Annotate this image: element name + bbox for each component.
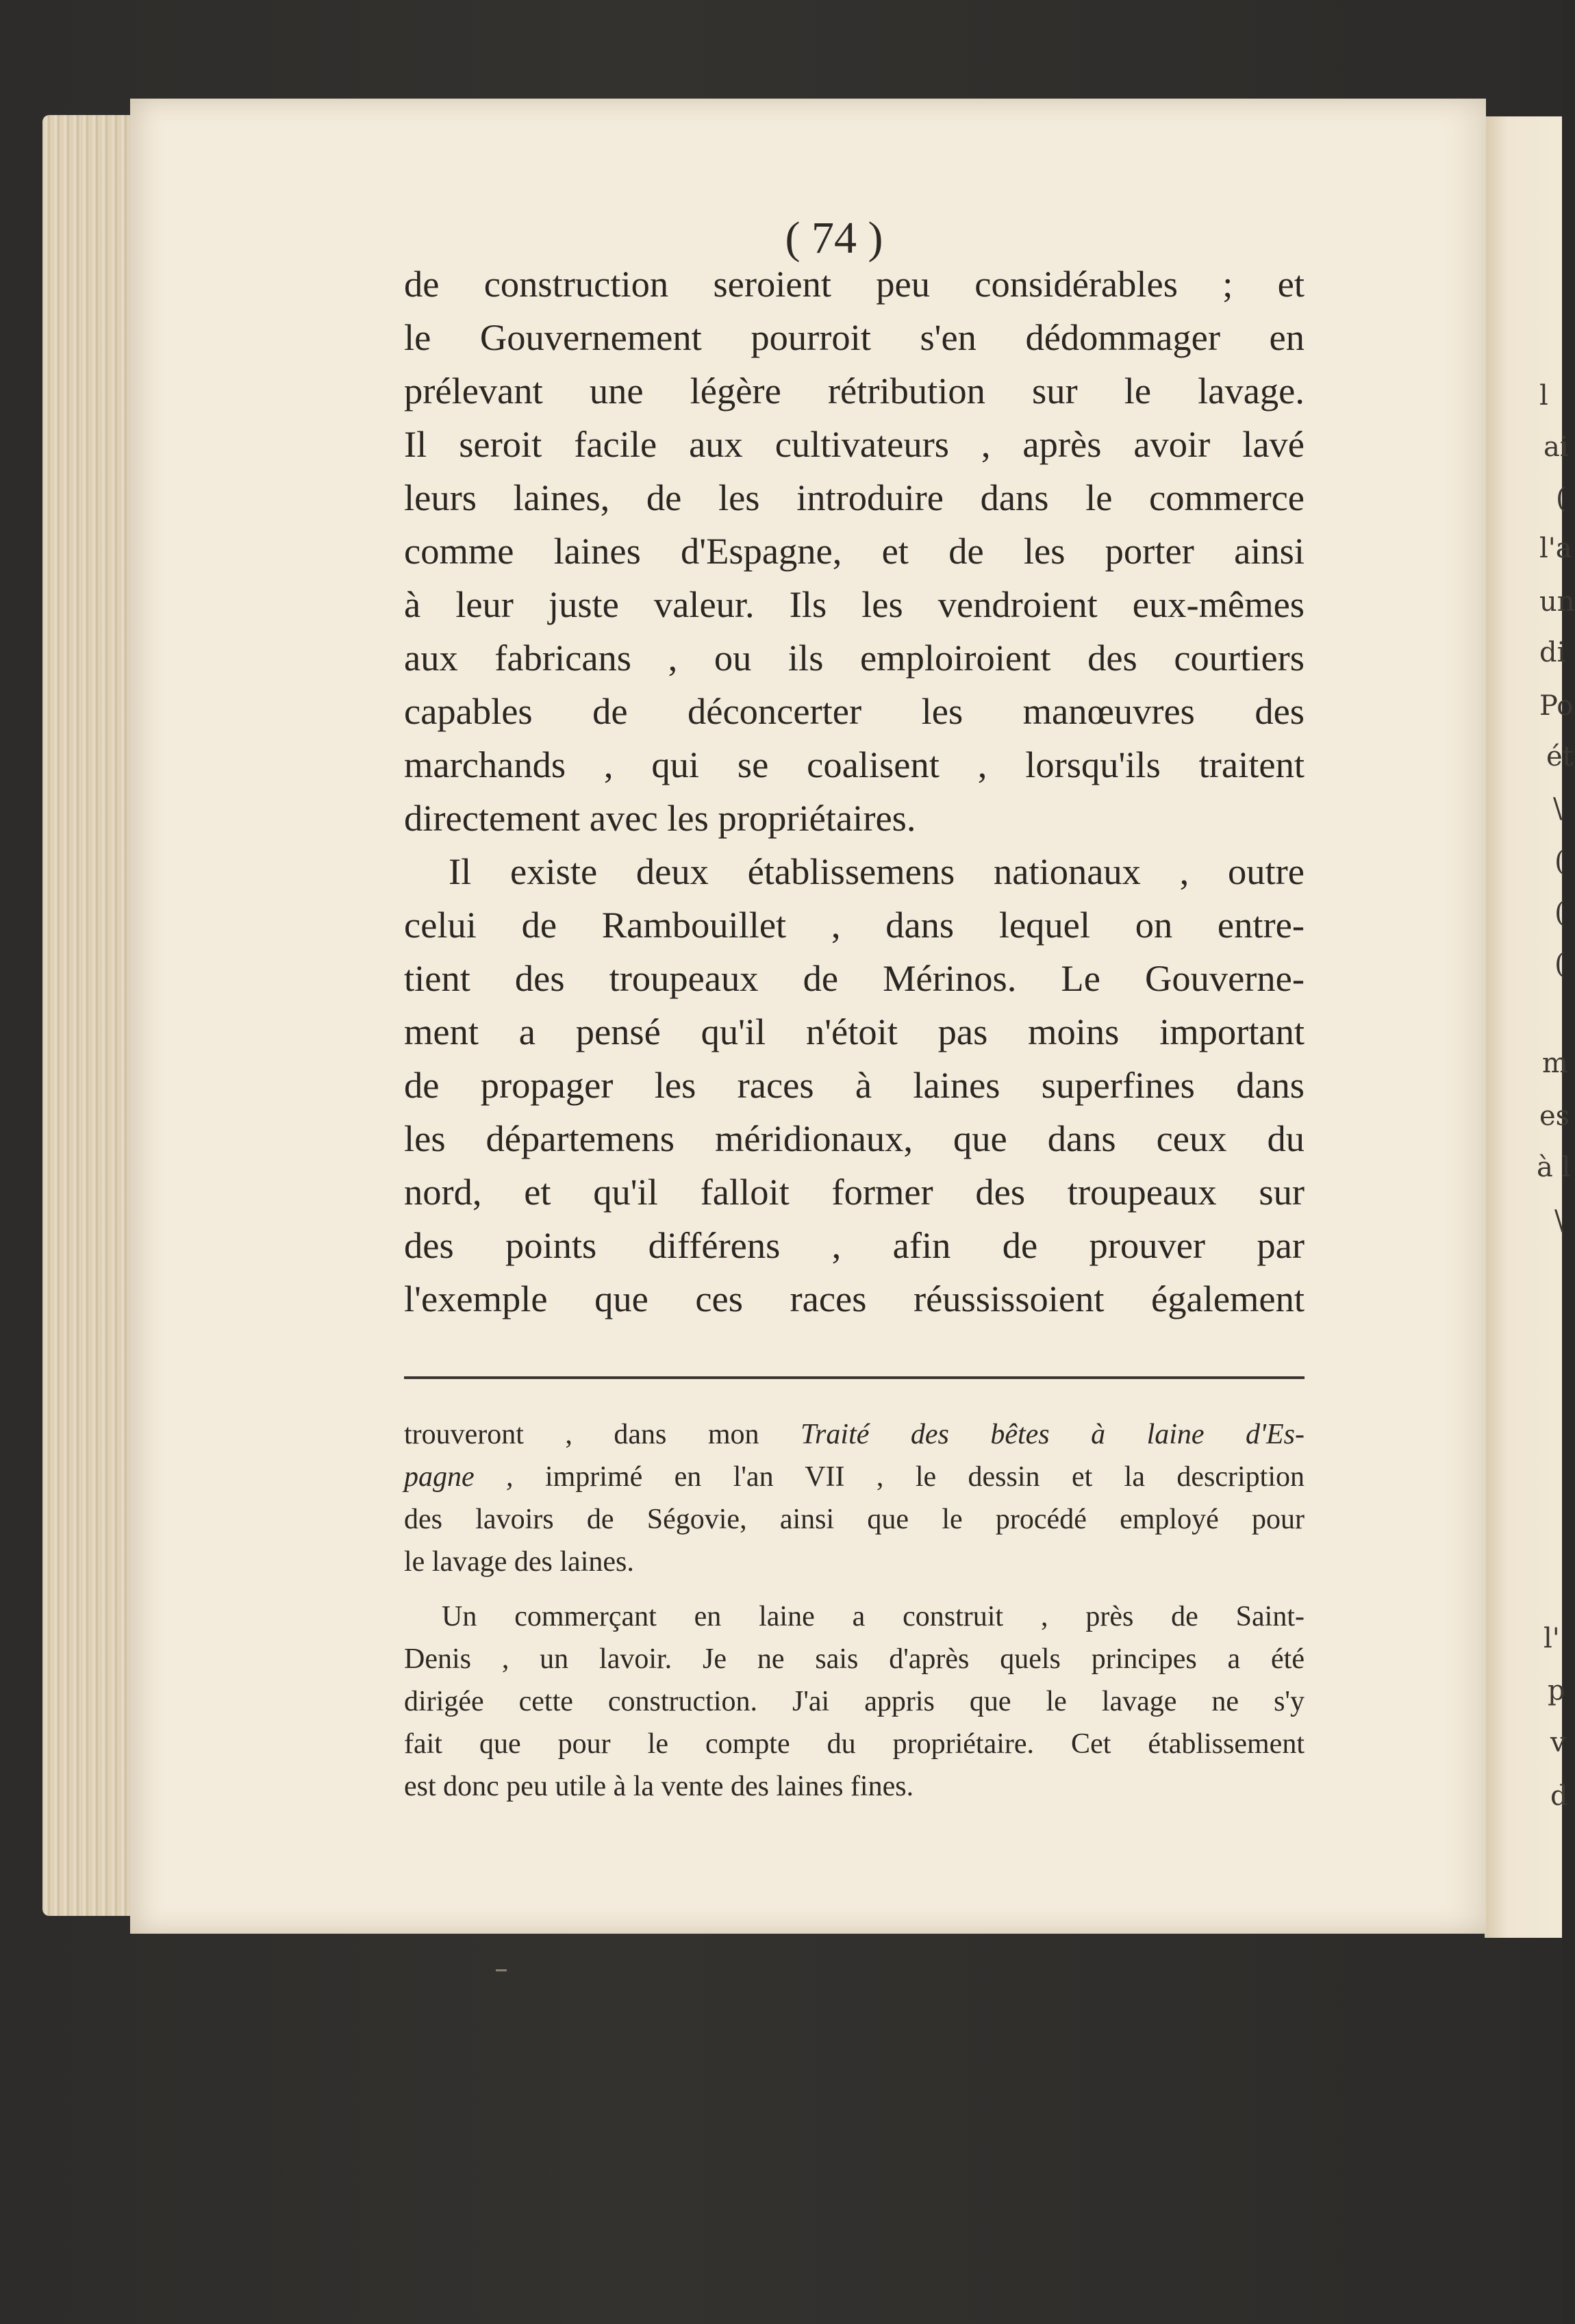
footnote-line	[404, 1413, 1305, 1456]
text-line: tient des troupeaux de Mérinos. Le Gouverne-	[404, 957, 1305, 999]
facing-fragment: à l	[1537, 1152, 1571, 1183]
text-line: leurs laines, de les introduire dans le commerce	[404, 477, 1305, 518]
facing-fragment: \	[1554, 1205, 1564, 1237]
footnote-line: est donc peu utile à la vente des laines fines.	[404, 1771, 914, 1802]
facing-fragment: ai	[1544, 431, 1569, 463]
text-line: Il existe deux établissemens nationaux , outre	[449, 850, 1305, 892]
facing-fragment: m	[1542, 1048, 1568, 1079]
book-title: pagne ,	[404, 1461, 514, 1493]
text-line: directement avec les propriétaires.	[404, 797, 916, 839]
text-line: aux fabricans , ou ils emploiroient des courtiers	[404, 637, 1305, 679]
book-page	[130, 99, 1486, 1934]
footnote-text: imprimé en l'an VII , le dessin et la description	[513, 1461, 1305, 1493]
facing-fragment: \	[1553, 793, 1563, 824]
text-line: l'exemple que ces races réussissoient également	[404, 1278, 1305, 1319]
facing-fragment: Po	[1539, 690, 1574, 722]
text-line: celui de Rambouillet , dans lequel on entre-	[404, 904, 1305, 946]
text-line: les départemens méridionaux, que dans ceux du	[404, 1117, 1305, 1159]
text-line: le Gouvernement pourroit s'en dédommager en	[404, 316, 1305, 358]
facing-fragment: l	[1539, 380, 1548, 412]
facing-fragment: un	[1539, 586, 1575, 618]
facing-page	[1485, 116, 1575, 1938]
facing-fragment: ét	[1546, 741, 1574, 772]
facing-fragment: (	[1556, 483, 1567, 514]
footnote-paragraph	[404, 1595, 1305, 1808]
footnote-line: fait que pour le compte du propriétaire. Cet établissement	[404, 1728, 1305, 1760]
facing-fragment: (	[1554, 897, 1565, 929]
footnote-line: des lavoirs de Ségovie, ainsi que le procédé employé pour	[404, 1504, 1305, 1535]
text-line: prélevant une légère rétribution sur le lavage.	[404, 370, 1305, 412]
footnote-rule	[404, 1376, 1305, 1379]
footnote-line: le lavage des laines.	[404, 1546, 634, 1578]
body-text	[404, 257, 1305, 1326]
text-line: ment a pensé qu'il n'étoit pas moins important	[404, 1011, 1305, 1052]
footnote-line	[404, 1456, 1305, 1498]
text-line: comme laines d'Espagne, et de les porter ainsi	[404, 530, 1305, 572]
footnote-line: Denis , un lavoir. Je ne sais d'après quels principes a été	[404, 1643, 1305, 1675]
text-line: marchands , qui se coalisent , lorsqu'ils traitent	[404, 744, 1305, 785]
text-line: Il seroit facile aux cultivateurs , après avoir lavé	[404, 423, 1305, 465]
text-line: capables de déconcerter les manœuvres des	[404, 690, 1305, 732]
text-line: à leur juste valeur. Ils les vendroient eux-mêmes	[404, 583, 1305, 625]
footnote	[404, 1413, 1305, 1808]
text-line: nord, et qu'il falloit former des troupeaux sur	[404, 1171, 1305, 1213]
footnote-text: trouveront , dans mon	[404, 1419, 801, 1450]
book-title: Traité des bêtes à laine d'Es-	[801, 1419, 1305, 1450]
paper-speck	[496, 1969, 507, 1971]
text-line: de construction seroient peu considérables ; et	[404, 263, 1305, 305]
footnote-line: dirigée cette construction. J'ai appris que le lavage ne s'y	[404, 1686, 1305, 1717]
facing-fragment: di	[1539, 637, 1566, 668]
facing-fragment: es	[1539, 1100, 1570, 1132]
page-number: ( 74 )	[785, 213, 883, 263]
facing-fragment: d	[1550, 1780, 1568, 1812]
facing-fragment: l'a	[1539, 533, 1572, 564]
facing-fragment: v	[1550, 1727, 1566, 1758]
facing-fragment: (	[1554, 948, 1565, 980]
facing-fragment: (	[1554, 846, 1565, 877]
facing-fragment: p	[1548, 1675, 1565, 1706]
text-line: des points différens , afin de prouver par	[404, 1224, 1305, 1266]
text-line: de propager les races à laines superfines dans	[404, 1064, 1305, 1106]
footnote-line: Un commerçant en laine a construit , près de Saint-	[442, 1601, 1305, 1632]
facing-fragment: l'	[1544, 1623, 1560, 1654]
